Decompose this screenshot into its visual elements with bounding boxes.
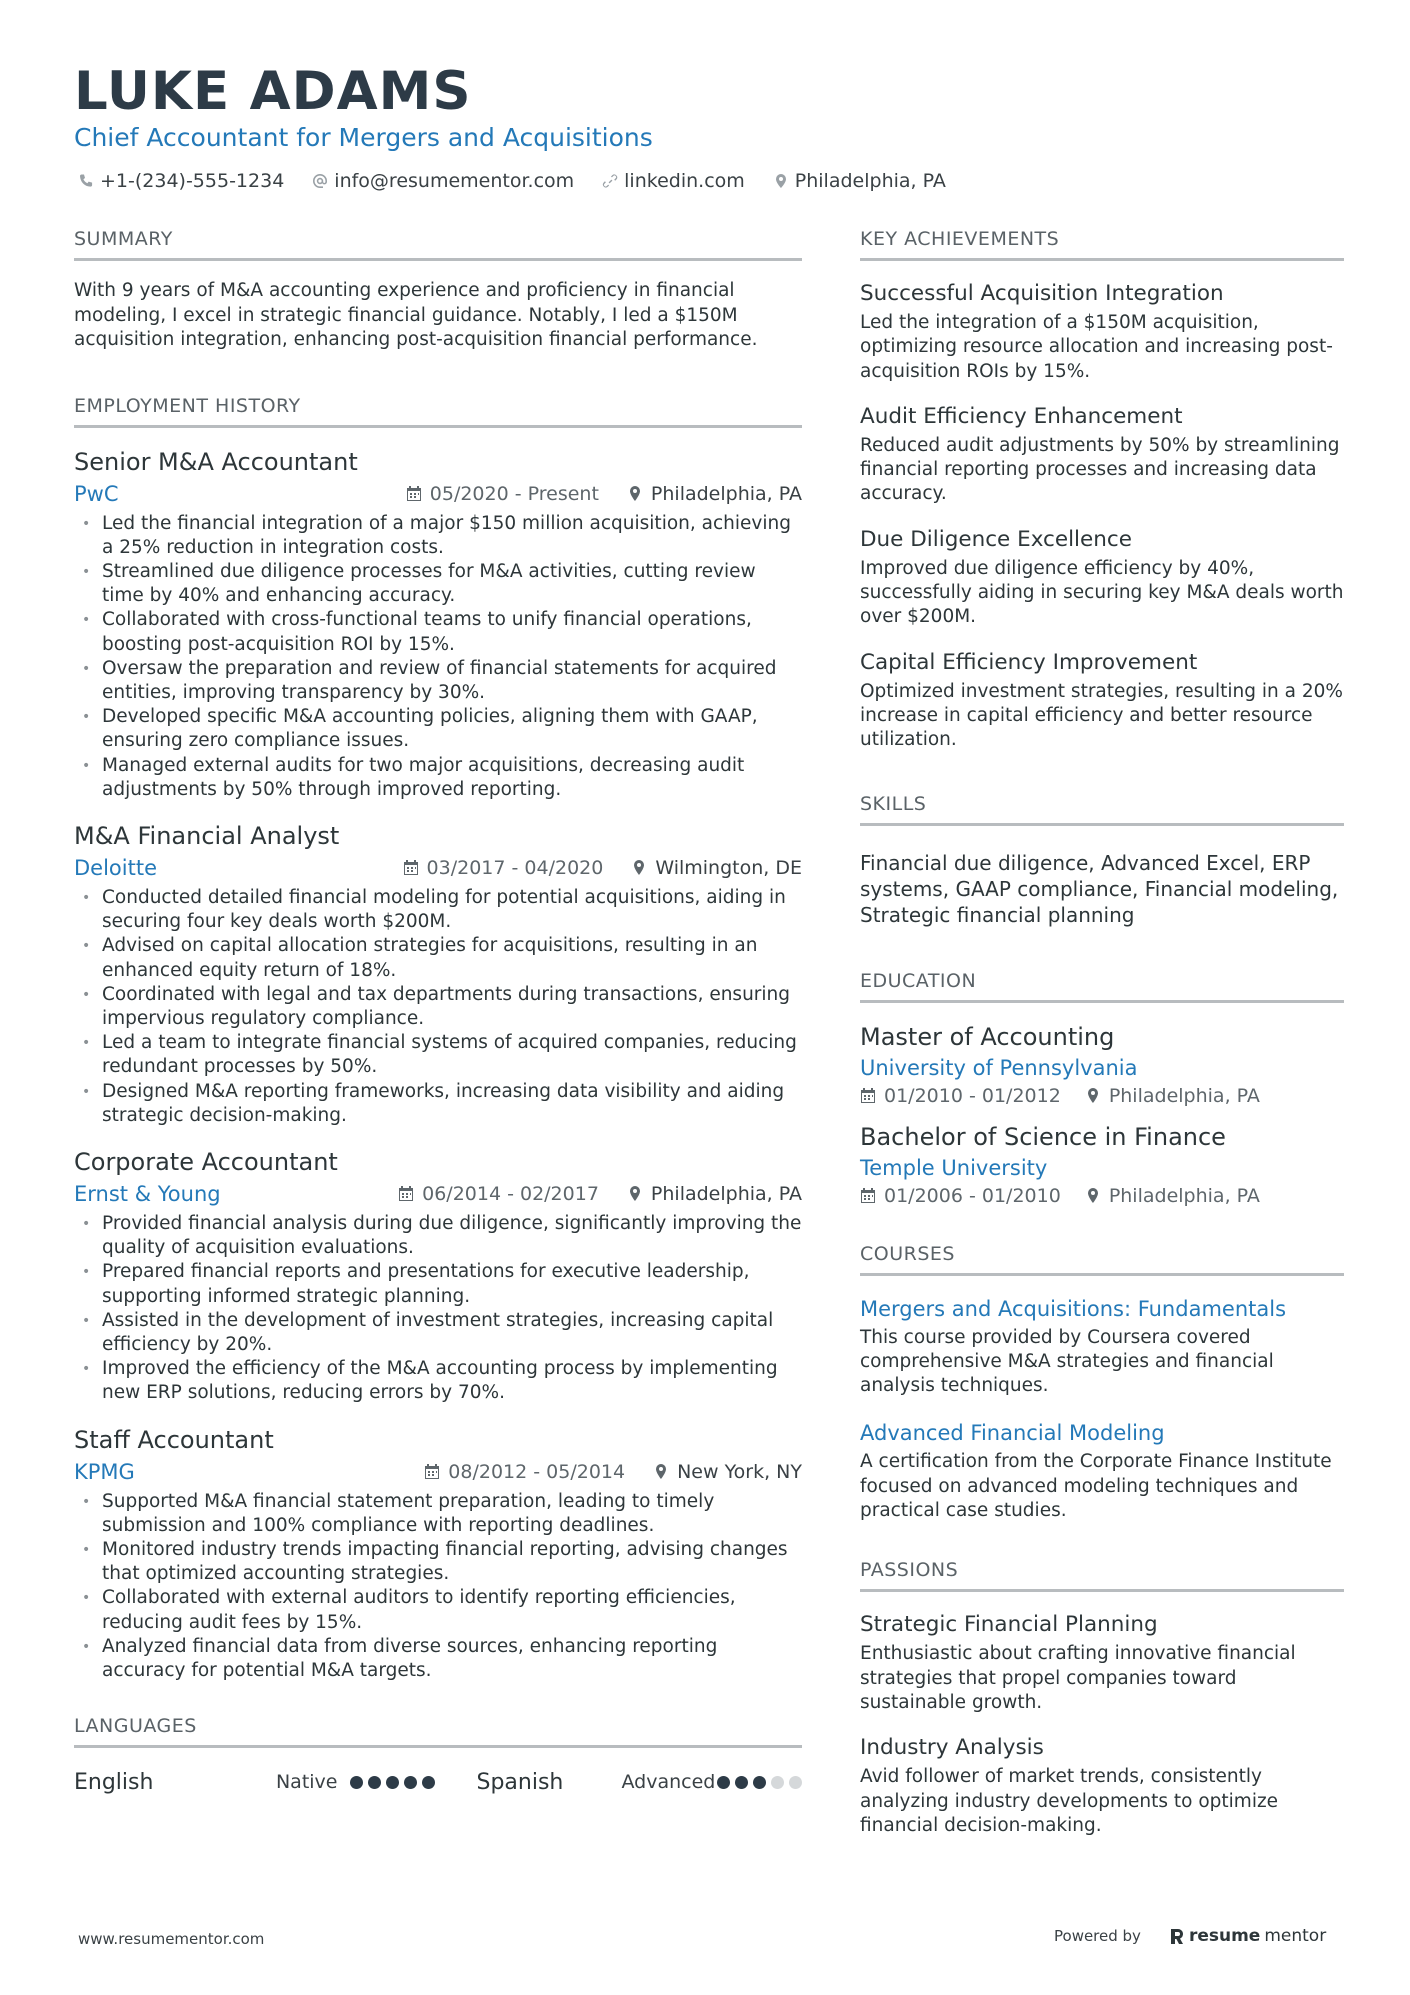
job-dates: [398, 1183, 599, 1205]
passion-title: Industry Analysis: [860, 1735, 1044, 1761]
languages-heading: LANGUAGES: [74, 1713, 802, 1748]
job-bullet: • Analyzed financial data from diverse sources, enhancing reporting accuracy for potential M&A targets.: [74, 1635, 802, 1683]
brand-name-bold: resume: [1188, 1926, 1261, 1946]
job-meta: [74, 480, 802, 508]
calendar-icon: [860, 1187, 876, 1204]
achievement-title: Audit Efficiency Enhancement: [860, 403, 1183, 429]
achievement-desc: Improved due diligence efficiency by 40%, successfully aiding in securing key M&A deals worth over $200M.: [860, 557, 1344, 628]
job-meta: [74, 854, 802, 882]
job-bullet: • Provided financial analysis during due diligence, significantly improving the quality of acquisition evaluations.: [74, 1212, 802, 1260]
location-pin-icon: [627, 485, 643, 502]
rating-dot: [404, 1776, 417, 1789]
job-bullet: • Managed external audits for two major acquisitions, decreasing audit adjustments by 50% through improved reporting.: [74, 754, 802, 802]
company-name: KPMG: [74, 1459, 135, 1484]
job-entry: [74, 820, 802, 1128]
courses-heading: COURSES: [860, 1241, 1344, 1276]
achievement-desc: Reduced audit adjustments by 50% by streamlining financial reporting processes and increasing data accuracy.: [860, 434, 1340, 505]
course-title[interactable]: Advanced Financial Modeling: [860, 1421, 1165, 1446]
achievement-item: [860, 402, 1344, 507]
contact-email[interactable]: [312, 168, 574, 194]
achievement-item: [860, 648, 1344, 753]
rating-dot: [789, 1776, 802, 1789]
education-dates-text: 01/2010 - 01/2012: [884, 1084, 1061, 1107]
job-title: Staff Accountant: [74, 1425, 274, 1454]
course-desc: This course provided by Coursera covered comprehensive M&A strategies and financial analysis techniques.: [860, 1326, 1274, 1397]
job-bullet: • Led the financial integration of a major $150 million acquisition, achieving a 25% reduction in integration costs.: [74, 512, 802, 560]
job-details: [424, 1461, 802, 1483]
resumementor-logo-icon: [1169, 1927, 1185, 1945]
language-level: Advanced: [621, 1771, 716, 1794]
footer-website[interactable]: www.resumementor.com: [78, 1930, 265, 1948]
phone-icon: [78, 173, 94, 189]
job-dates-text: 06/2014 - 02/2017: [422, 1182, 599, 1205]
job-meta: [74, 1458, 802, 1486]
job-bullet: • Supported M&A financial statement preparation, leading to timely submission and 100% compliance with reporting deadlines.: [74, 1490, 802, 1538]
course-item: [860, 1418, 1344, 1523]
job-bullets: [74, 1212, 802, 1406]
candidate-role: Chief Accountant for Mergers and Acquisitions: [74, 123, 653, 152]
job-bullets: [74, 1490, 802, 1684]
job-details: [406, 483, 802, 505]
calendar-icon: [860, 1087, 876, 1104]
job-bullet: • Oversaw the preparation and review of financial statements for acquired entities, improving transparency by 30%.: [74, 657, 802, 705]
location-pin-icon: [1085, 1087, 1101, 1104]
job-bullet: • Monitored industry trends impacting financial reporting, advising changes that optimized accounting strategies.: [74, 1538, 802, 1586]
summary-heading: SUMMARY: [74, 226, 802, 261]
education-heading: EDUCATION: [860, 968, 1344, 1003]
job-bullet: • Led a team to integrate financial systems of acquired companies, reducing redundant processes by 50%.: [74, 1031, 802, 1079]
education-list: [860, 1021, 1344, 1207]
school: Temple University: [860, 1155, 1048, 1180]
skills-heading: SKILLS: [860, 791, 1344, 826]
job-location: [653, 1461, 802, 1483]
job-bullet: • Improved the efficiency of the M&A accounting process by implementing new ERP solutions, reducing errors by 70%.: [74, 1357, 802, 1405]
rating-dot: [717, 1776, 730, 1789]
location-pin-icon: [627, 1185, 643, 1202]
job-bullet: • Prepared financial reports and presentations for executive leadership, supporting informed strategic planning.: [74, 1260, 802, 1308]
education-location-text: Philadelphia, PA: [1108, 1084, 1260, 1107]
language-rating: [717, 1776, 802, 1789]
achievement-list: [860, 279, 1344, 753]
phone-text: +1-(234)-555-1234: [100, 170, 285, 192]
calendar-icon: [424, 1463, 440, 1480]
passion-desc: Enthusiastic about crafting innovative financial strategies that propel companies toward sustainable growth.: [860, 1643, 1296, 1713]
rating-dot: [422, 1776, 435, 1789]
job-location-text: Philadelphia, PA: [650, 1182, 802, 1205]
rating-dot: [771, 1776, 784, 1789]
achievement-title: Successful Acquisition Integration: [860, 281, 1224, 306]
job-bullet: • Streamlined due diligence processes for M&A activities, cutting review time by 40% and enhancing accuracy.: [74, 560, 802, 608]
candidate-name: LUKE ADAMS: [74, 61, 472, 122]
linkedin-text: linkedin.com: [624, 170, 745, 192]
rating-dot: [735, 1776, 748, 1789]
job-entry: [74, 446, 802, 802]
company-name: Ernst & Young: [74, 1181, 221, 1206]
language-rating: [350, 1776, 435, 1789]
location-pin-icon: [1085, 1187, 1101, 1204]
course-item: [860, 1294, 1344, 1399]
job-bullet: • Collaborated with cross-functional teams to unify financial operations, boosting post-acquisition ROI by 15%.: [74, 608, 802, 656]
job-bullet: • Advised on capital allocation strategies for acquisitions, resulting in an enhanced equity return of 18%.: [74, 934, 802, 982]
job-bullet: • Conducted detailed financial modeling for potential acquisitions, aiding in securing four key deals worth $200M.: [74, 886, 802, 934]
course-list: [860, 1294, 1344, 1524]
achievement-title: Due Diligence Excellence: [860, 526, 1132, 552]
location-text: Philadelphia, PA: [794, 170, 946, 192]
job-details: [398, 1183, 802, 1205]
rating-dot: [368, 1776, 381, 1789]
achievement-item: [860, 279, 1344, 384]
contact-location: [773, 168, 946, 194]
job-bullet: • Coordinated with legal and tax departments during transactions, ensuring impervious regulatory compliance.: [74, 983, 802, 1031]
calendar-icon: [403, 859, 419, 876]
achievements-heading: KEY ACHIEVEMENTS: [860, 226, 1344, 261]
summary-text: With 9 years of M&A accounting experience and proficiency in financial modeling, I excel in strategic financial guidance. Notably, I led a $150M acquisition integration, enhancing post-acquisition financial performance.: [74, 280, 758, 350]
degree: Master of Accounting: [860, 1022, 1115, 1051]
location-pin-icon: [773, 173, 789, 189]
location-pin-icon: [631, 859, 647, 876]
passions-heading: PASSIONS: [860, 1557, 1344, 1592]
contact-linkedin[interactable]: [602, 168, 745, 194]
job-entry: [74, 1146, 802, 1406]
job-location-text: Philadelphia, PA: [650, 482, 802, 505]
job-bullets: [74, 512, 802, 802]
job-dates: [406, 483, 599, 505]
passion-list: [860, 1610, 1344, 1838]
achievement-desc: Led the integration of a $150M acquisition, optimizing resource allocation and increasing post-acquisition ROIs by 15%.: [860, 312, 1333, 382]
job-location: [627, 483, 802, 505]
powered-by-label: Powered by: [1054, 1927, 1141, 1945]
left-column: [74, 226, 802, 1798]
job-list: [74, 446, 802, 1684]
job-bullet: • Designed M&A reporting frameworks, increasing data visibility and aiding strategic decision-making.: [74, 1080, 802, 1128]
calendar-icon: [398, 1185, 414, 1202]
job-dates-text: 03/2017 - 04/2020: [426, 856, 604, 879]
email-text: info@resumementor.com: [334, 170, 575, 192]
education-location-text: Philadelphia, PA: [1108, 1184, 1260, 1207]
job-details: [403, 857, 802, 879]
rating-dot: [753, 1776, 766, 1789]
job-location-text: Wilmington, DE: [655, 856, 802, 879]
achievement-title: Capital Efficiency Improvement: [860, 649, 1198, 675]
education-item: [860, 1121, 1344, 1207]
achievement-desc: Optimized investment strategies, resulting in a 20% increase in capital efficiency and better resource utilization.: [860, 680, 1343, 751]
education-meta: [860, 1185, 1344, 1207]
company-name: PwC: [74, 481, 119, 506]
course-title[interactable]: Mergers and Acquisitions: Fundamentals: [860, 1296, 1287, 1321]
rating-dot: [386, 1776, 399, 1789]
skills-text: Financial due diligence, Advanced Excel, ERP systems, GAAP compliance, Financial modeling, Strategic financial planning: [860, 850, 1339, 927]
course-desc: A certification from the Corporate Finance Institute focused on advanced modeling techniques and practical case studies.: [860, 1451, 1332, 1522]
rating-dot: [350, 1776, 363, 1789]
school: University of Pennsylvania: [860, 1055, 1138, 1080]
job-title: M&A Financial Analyst: [74, 821, 340, 850]
education-dates: [860, 1185, 1061, 1207]
language-name: Spanish: [476, 1769, 564, 1795]
brand-logo[interactable]: [1169, 1926, 1326, 1946]
job-bullet: • Developed specific M&A accounting policies, aligning them with GAAP, ensuring zero compliance issues.: [74, 705, 802, 753]
language-name: English: [74, 1769, 154, 1795]
education-item: [860, 1021, 1344, 1107]
languages-section: [74, 1713, 802, 1798]
job-bullet: • Assisted in the development of investment strategies, increasing capital efficiency by 20%.: [74, 1309, 802, 1357]
calendar-icon: [406, 485, 422, 502]
passion-title: Strategic Financial Planning: [860, 1612, 1158, 1638]
education-location: [1085, 1085, 1260, 1107]
job-dates-text: 08/2012 - 05/2014: [448, 1460, 626, 1483]
contact-phone[interactable]: [78, 168, 284, 194]
passion-item: [860, 1733, 1344, 1838]
employment-heading: EMPLOYMENT HISTORY: [74, 393, 802, 428]
language-row: [74, 1766, 802, 1798]
education-meta: [860, 1085, 1344, 1107]
link-icon: [602, 173, 618, 189]
job-bullet: • Collaborated with external auditors to identify reporting efficiencies, reducing audit fees by 15%.: [74, 1586, 802, 1634]
job-meta: [74, 1180, 802, 1208]
location-pin-icon: [653, 1463, 669, 1480]
contact-bar: [78, 168, 946, 194]
brand-name-light: mentor: [1264, 1926, 1327, 1946]
job-location-text: New York, NY: [677, 1460, 802, 1483]
right-column: [860, 226, 1344, 1856]
passion-desc: Avid follower of market trends, consistently analyzing industry developments to optimize financial decision-making.: [860, 1766, 1279, 1836]
education-dates-text: 01/2006 - 01/2010: [884, 1184, 1061, 1207]
achievement-item: [860, 525, 1344, 630]
education-location: [1085, 1185, 1260, 1207]
job-title: Senior M&A Accountant: [74, 447, 358, 476]
education-dates: [860, 1085, 1061, 1107]
language-level: Native: [275, 1771, 338, 1794]
job-location: [627, 1183, 802, 1205]
job-location: [631, 857, 802, 879]
job-dates-text: 05/2020 - Present: [429, 482, 599, 505]
job-dates: [403, 857, 604, 879]
degree: Bachelor of Science in Finance: [860, 1122, 1226, 1151]
job-dates: [424, 1461, 625, 1483]
at-sign-icon: [312, 173, 328, 189]
passion-item: [860, 1610, 1344, 1715]
company-name: Deloitte: [74, 855, 157, 880]
job-entry: [74, 1424, 802, 1684]
job-title: Corporate Accountant: [74, 1147, 338, 1176]
job-bullets: [74, 886, 802, 1128]
footer-branding: [1054, 1926, 1326, 1946]
